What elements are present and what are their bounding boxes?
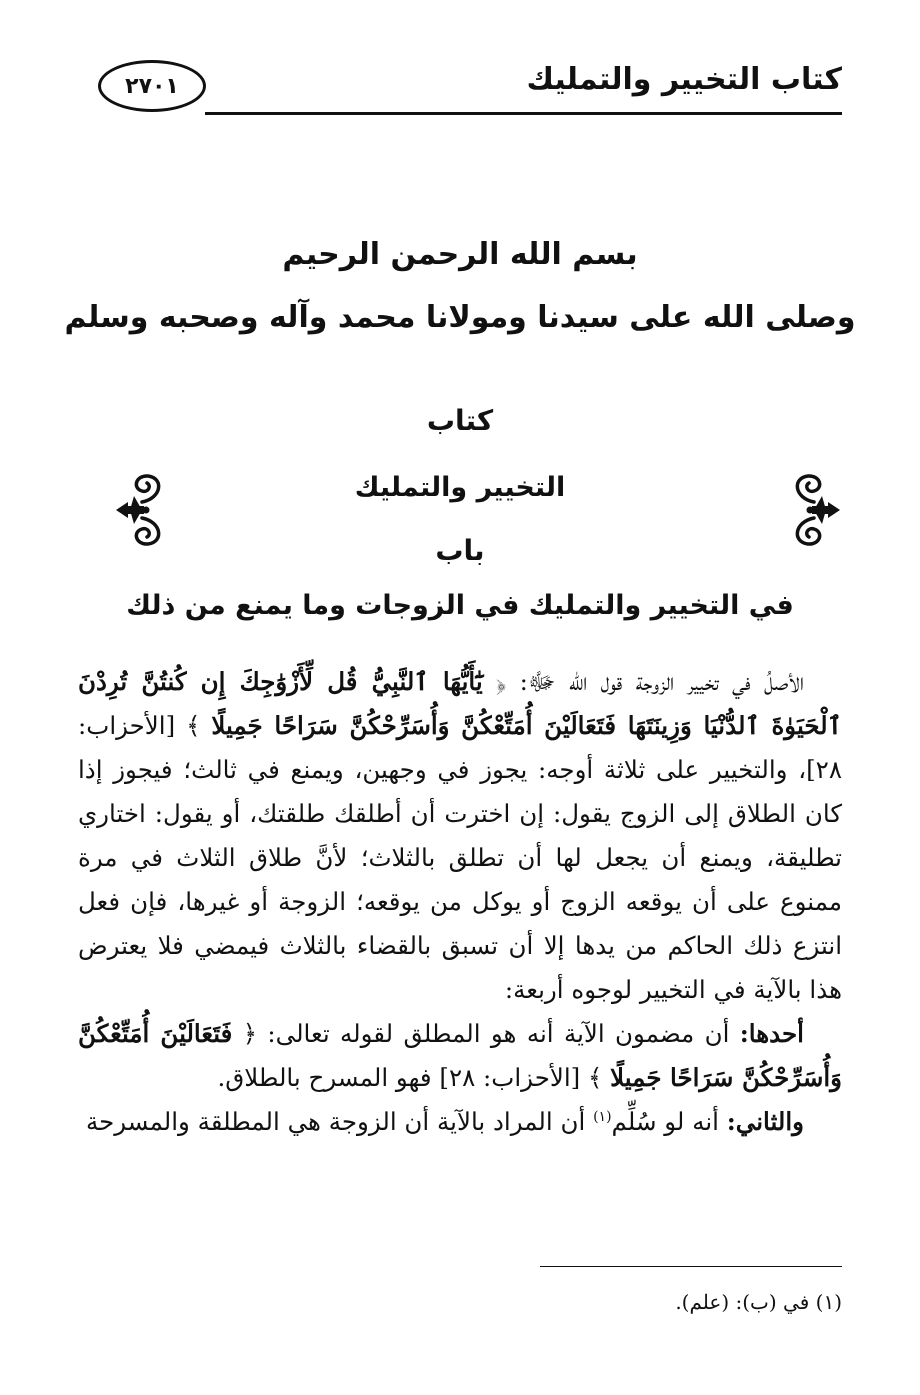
bab-heading: باب bbox=[435, 534, 485, 567]
paragraph-1 bbox=[78, 660, 842, 1012]
point-label: أحدها: bbox=[739, 1019, 804, 1048]
running-header-title: كتاب التخيير والتمليك bbox=[526, 62, 842, 97]
footnote-rule bbox=[540, 1266, 842, 1267]
quran-close-bracket: ﴾ bbox=[186, 711, 201, 740]
page-number-badge bbox=[98, 60, 206, 112]
p1-intro: الأصلُ في تخيير الزوجة قول الله ﷻ: bbox=[519, 667, 804, 696]
salawat-line: وصلى الله على سيدنا ومولانا محمد وآله وصحبه وسلم bbox=[64, 300, 856, 335]
kitab-heading: كتاب bbox=[426, 404, 494, 437]
p3-text-b: أن المراد بالآية أن الزوجة هي المطلقة والمسرحة bbox=[85, 1107, 586, 1136]
page-number: ٢٧٠١ bbox=[125, 73, 179, 99]
footnote-ref: (١) bbox=[593, 1108, 612, 1125]
chapter-title: في التخيير والتمليك في الزوجات وما يمنع من ذلك bbox=[126, 590, 794, 621]
quran-close-bracket: ﴾ bbox=[587, 1063, 603, 1092]
quran-open-bracket: ﴿ bbox=[242, 1019, 258, 1048]
p2-text: [الأحزاب: ٢٨] فهو المسرح بالطلاق. bbox=[217, 1063, 581, 1092]
header-rule bbox=[205, 112, 842, 115]
p2-intro: أن مضمون الآية أنه هو المطلق لقوله تعالى: bbox=[267, 1019, 730, 1048]
footnote: (١) في (ب): (علم). bbox=[675, 1290, 842, 1314]
quran-verse: يَٰٓأَيُّهَا ٱلنَّبِيُّ قُل لِّأَزْوَٰجِكَ إِن كُنتُنَّ تُرِدْنَ ٱلْحَيَوٰةَ ٱلدُّنْيَا وَزِينَتَهَا فَتَعَالَيْنَ أُمَتِّعْكُنَّ وَأُسَرِّحْكُنَّ سَرَاحًا جَمِيلًا bbox=[78, 667, 842, 740]
p1-text: [الأحزاب: ٢٨]، والتخيير على ثلاثة أوجه: يجوز في وجهين، ويمنع في ثالث؛ فيجوز إذا كان الطلاق إلى الزوج يقول: إن اخترت أن أطلقك طلقتك، أو يقول: اختاري تطليقة، ويمنع أن يجعل لها أن تطلق بالثلاث؛ لأنَّ طلاق الثلاث في مرة ممنوع على أن يوقعه الزوج أو يوكل من يوقعه؛ الزوجة أو غيرها، فإن فعل انتزع ذلك الحاكم من يدها إلا أن تسبق بالقضاء بالثلاث فيمضي فلا يعترض هذا بالآية في التخيير لوجوه أربعة: bbox=[78, 711, 842, 1004]
floral-ornament-icon bbox=[112, 472, 168, 548]
p3-text-a: أنه لو سُلِّم bbox=[611, 1107, 719, 1136]
quran-open-bracket: ﴿ bbox=[496, 667, 507, 696]
quran-verse: فَتَعَالَيْنَ أُمَتِّعْكُنَّ وَأُسَرِّحْكُنَّ سَرَاحًا جَمِيلًا bbox=[78, 1019, 842, 1092]
floral-ornament-icon bbox=[788, 472, 844, 548]
body-text bbox=[78, 660, 842, 1144]
point-label: والثاني: bbox=[726, 1107, 804, 1136]
book-name-heading: التخيير والتمليك bbox=[354, 472, 566, 503]
paragraph-3 bbox=[78, 1100, 842, 1144]
basmala: بسم الله الرحمن الرحيم bbox=[282, 237, 638, 272]
paragraph-2 bbox=[78, 1012, 842, 1100]
